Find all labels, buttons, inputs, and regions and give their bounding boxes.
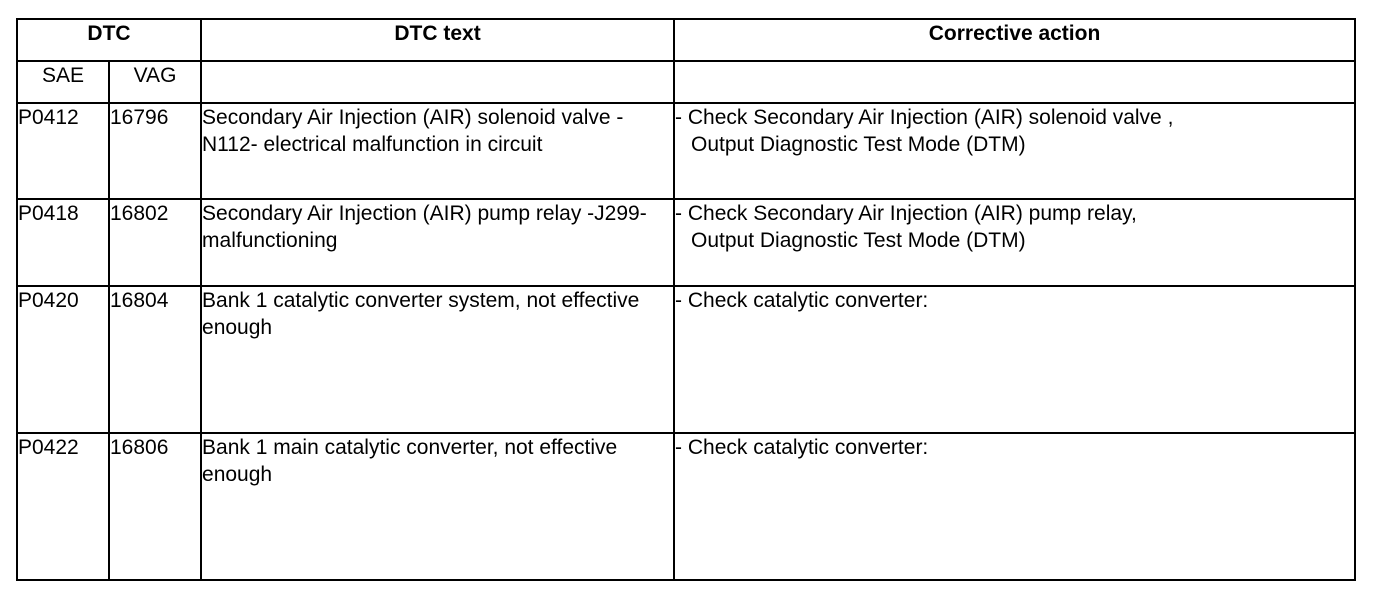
- table-row: [17, 103, 1355, 199]
- action-line: Output Diagnostic Test Mode (DTM): [691, 229, 1026, 252]
- subheader-vag: VAG: [109, 61, 201, 103]
- sae-code: P0418: [17, 199, 109, 286]
- vag-code: 16804: [109, 286, 201, 433]
- sae-code: P0420: [17, 286, 109, 433]
- action-line: Output Diagnostic Test Mode (DTM): [691, 133, 1026, 156]
- table-row: [17, 199, 1355, 286]
- sae-code: P0422: [17, 433, 109, 580]
- action-line: - Check Secondary Air Injection (AIR) pump relay,: [675, 202, 1137, 225]
- table-row: [17, 433, 1355, 580]
- vag-code: 16802: [109, 199, 201, 286]
- subheader-empty-text: [201, 61, 674, 103]
- action-line: - Check catalytic converter:: [675, 436, 929, 459]
- dtc-description: Bank 1 main catalytic converter, not effective enough: [201, 433, 674, 580]
- action-line: - Check Secondary Air Injection (AIR) solenoid valve ,: [675, 106, 1174, 129]
- header-row: [17, 19, 1355, 61]
- subheader-sae: SAE: [17, 61, 109, 103]
- action-line: - Check catalytic converter:: [675, 289, 929, 312]
- header-dtc-text: DTC text: [201, 19, 674, 61]
- corrective-action: [674, 433, 1355, 580]
- header-dtc: DTC: [17, 19, 201, 61]
- sae-code: P0412: [17, 103, 109, 199]
- corrective-action: [674, 199, 1355, 286]
- corrective-action: [674, 103, 1355, 199]
- dtc-description: Bank 1 catalytic converter system, not effective enough: [201, 286, 674, 433]
- vag-code: 16806: [109, 433, 201, 580]
- corrective-action: [674, 286, 1355, 433]
- table-row: [17, 286, 1355, 433]
- header-corrective-action: Corrective action: [674, 19, 1355, 61]
- subheader-row: [17, 61, 1355, 103]
- dtc-description: Secondary Air Injection (AIR) pump relay -J299- malfunctioning: [201, 199, 674, 286]
- dtc-description: Secondary Air Injection (AIR) solenoid valve -N112- electrical malfunction in circuit: [201, 103, 674, 199]
- vag-code: 16796: [109, 103, 201, 199]
- dtc-table: [16, 18, 1356, 581]
- subheader-empty-action: [674, 61, 1355, 103]
